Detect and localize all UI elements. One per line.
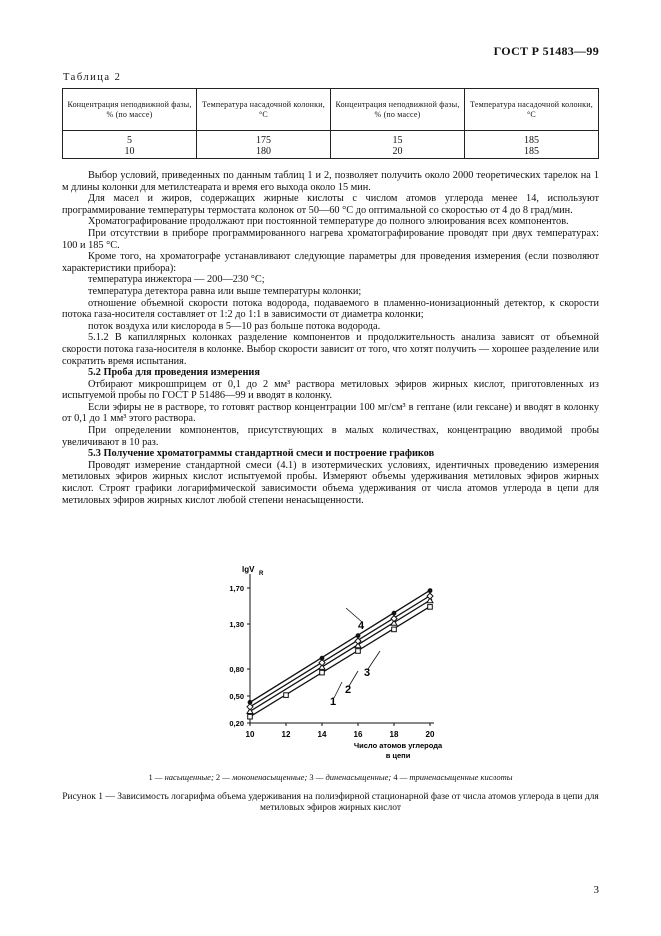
paragraph: При определении компонентов, присутствующих в малых количествах, концентрацию вводимой пробы увеличивают в 10 раз. — [62, 425, 599, 448]
series-line-4 — [250, 589, 432, 702]
paragraph: Отбирают микрошприцем от 0,1 до 2 мм³ раствора метиловых эфиров жирных кислот, приготовленных из испытуемой пробы по ГОСТ Р 51486—99 и вводят в колонку. — [62, 378, 599, 402]
series-label-2: 2 — [345, 684, 352, 696]
data-point — [356, 649, 361, 654]
y-axis-label: lgV — [242, 565, 255, 574]
y-tick-label: 0,20 — [229, 719, 244, 728]
data-point — [247, 704, 253, 710]
figure-1-chart — [208, 552, 480, 772]
x-axis-label: в цепи — [385, 751, 411, 760]
legend-text: — диненасыщенные; — [313, 772, 394, 782]
x-tick-label: 14 — [317, 730, 327, 739]
y-tick-label: 1,30 — [229, 620, 244, 629]
series-label-3: 3 — [364, 667, 371, 679]
y-tick-label: 0,80 — [229, 665, 244, 674]
series-label-1: 1 — [330, 696, 337, 708]
series-line-1 — [250, 605, 432, 716]
table-cell: 15 20 — [331, 131, 465, 159]
section-heading: 5.3 Получение хроматограммы стандартной смеси и построение графиков — [88, 448, 435, 460]
y-tick-label: 0,50 — [229, 692, 244, 701]
table-row — [63, 131, 599, 159]
table-cell: 175 180 — [197, 131, 331, 159]
chart-lines — [250, 589, 432, 717]
legend-number: 1 — [148, 772, 153, 782]
paragraph: Кроме того, на хроматографе устанавливают следующие параметры для проведения измерения (если позволяют характеристики прибора): — [62, 251, 599, 274]
x-tick-label: 12 — [281, 730, 291, 739]
data-point — [284, 693, 289, 698]
x-axis-label: Число атомов углерода — [353, 741, 443, 750]
x-tick-label: 10 — [245, 730, 255, 739]
table-header-row — [63, 89, 599, 131]
chart-markers — [247, 588, 433, 719]
table-cell: 185 185 — [465, 131, 599, 159]
list-item: температура детектора равна или выше температуры колонки; — [88, 285, 362, 297]
series-line-3 — [250, 595, 432, 707]
data-point — [320, 670, 325, 675]
data-point — [392, 627, 397, 632]
table-header-cell: Температура насадочной колонки, °С — [465, 89, 599, 131]
table-header-cell: Концентрация неподвижной фазы, % (по массе) — [331, 89, 465, 131]
series-label-4: 4 — [358, 620, 365, 632]
data-point — [248, 714, 253, 719]
page-number: 3 — [593, 884, 599, 896]
data-point — [248, 700, 253, 705]
paragraph: При отсутствии в приборе программированного нагрева хроматографирование проводят при двух температурах: 100 и 185 °С. — [62, 227, 599, 251]
list-item: поток воздуха или кислорода в 5—10 раз больше потока водорода. — [88, 320, 381, 332]
series-line-2 — [250, 599, 432, 711]
legend-text: — мононенасыщенные; — [220, 772, 310, 782]
data-point — [428, 588, 433, 593]
table-2 — [62, 88, 599, 159]
data-point — [392, 611, 397, 616]
standard-header: ГОСТ Р 51483—99 — [493, 44, 599, 58]
paragraph: Хроматографирование продолжают при постоянной температуре до полного элюирования всех компонентов. — [88, 216, 569, 228]
legend-text: — насыщенные; — [152, 772, 216, 782]
figure-caption: Рисунок 1 — Зависимость логарифма объема удерживания на полиэфирной стационарной фазе от числа атомов углерода в цепи для метиловых эфиров жирных кислот — [62, 792, 599, 813]
chart-axes — [247, 574, 434, 726]
list-item: температура инжектора — 200—230 °С; — [88, 274, 265, 286]
data-point — [427, 593, 433, 599]
x-tick-label: 16 — [353, 730, 363, 739]
table-cell: 5 10 — [63, 131, 197, 159]
paragraph: Если эфиры не в растворе, то готовят раствор концентрации 100 мг/см³ в гептане (или гексане) и вводят в колонку от 0,1 до 1 мм³ этого раствора. — [62, 401, 599, 425]
paragraph: Проводят измерение стандартной смеси (4.1) в изотермических условиях, идентичных проведению измерения метиловых эфиров жирных кислот испытуемой пробы. Измеряют объемы удерживания метиловых эфиров жирных кислот. Строят графики логарифмической зависимости объема удерживания от числа атомов углерода в цепи для метиловых эфиров жирных кислот любой степени ненасыщенности. — [62, 459, 599, 506]
data-point — [428, 605, 433, 610]
data-point — [356, 633, 361, 638]
legend-text: — триненасыщенные кислоты — [397, 772, 513, 782]
y-axis-label-sub: R — [259, 571, 264, 577]
paragraph: Для масел и жиров, содержащих жирные кислоты с числом атомов углерода менее 14, используют программирование температуры термостата колонок от 50—60 °С до оптимальной со скоростью от 4 до 8 град/мин. — [62, 193, 599, 216]
figure-legend — [62, 772, 599, 782]
body-text — [62, 170, 599, 506]
data-point — [320, 656, 325, 661]
chart-labels — [229, 565, 443, 760]
y-tick-label: 1,70 — [229, 584, 244, 593]
section-heading: 5.2 Проба для проведения измерения — [88, 367, 260, 379]
table-header-cell: Концентрация неподвижной фазы, % (по массе) — [63, 89, 197, 131]
paragraph: Выбор условий, приведенных по данным таблиц 1 и 2, позволяет получить около 2000 теоретических тарелок на 1 м длины колонки для метилстеарата и время его выхода около 15 мин. — [62, 170, 599, 193]
x-tick-label: 18 — [389, 730, 399, 739]
chart-svg — [208, 552, 480, 772]
table-header-cell: Температура насадочной колонки, °С — [197, 89, 331, 131]
list-item: отношение объемной скорости потока водорода, подаваемого в пламенно-ионизационный детектор, к скорости потока газа-носителя составляет от 1:2 до 1:1 в зависимости от диаметра колонки; — [62, 297, 599, 321]
table-caption: Таблица 2 — [63, 72, 122, 83]
paragraph: 5.1.2 В капиллярных колонках разделение компонентов и продолжительность анализа зависят от объемной скорости потока газа-носителя в колонке. Выбор скорости зависит от того, что хотят получить — хорошее разделение или сократить время испытания. — [62, 332, 599, 367]
legend-number: 2 — [215, 772, 221, 782]
legend-number: 3 — [309, 772, 314, 782]
legend-number: 4 — [393, 772, 398, 782]
x-tick-label: 20 — [425, 730, 435, 739]
